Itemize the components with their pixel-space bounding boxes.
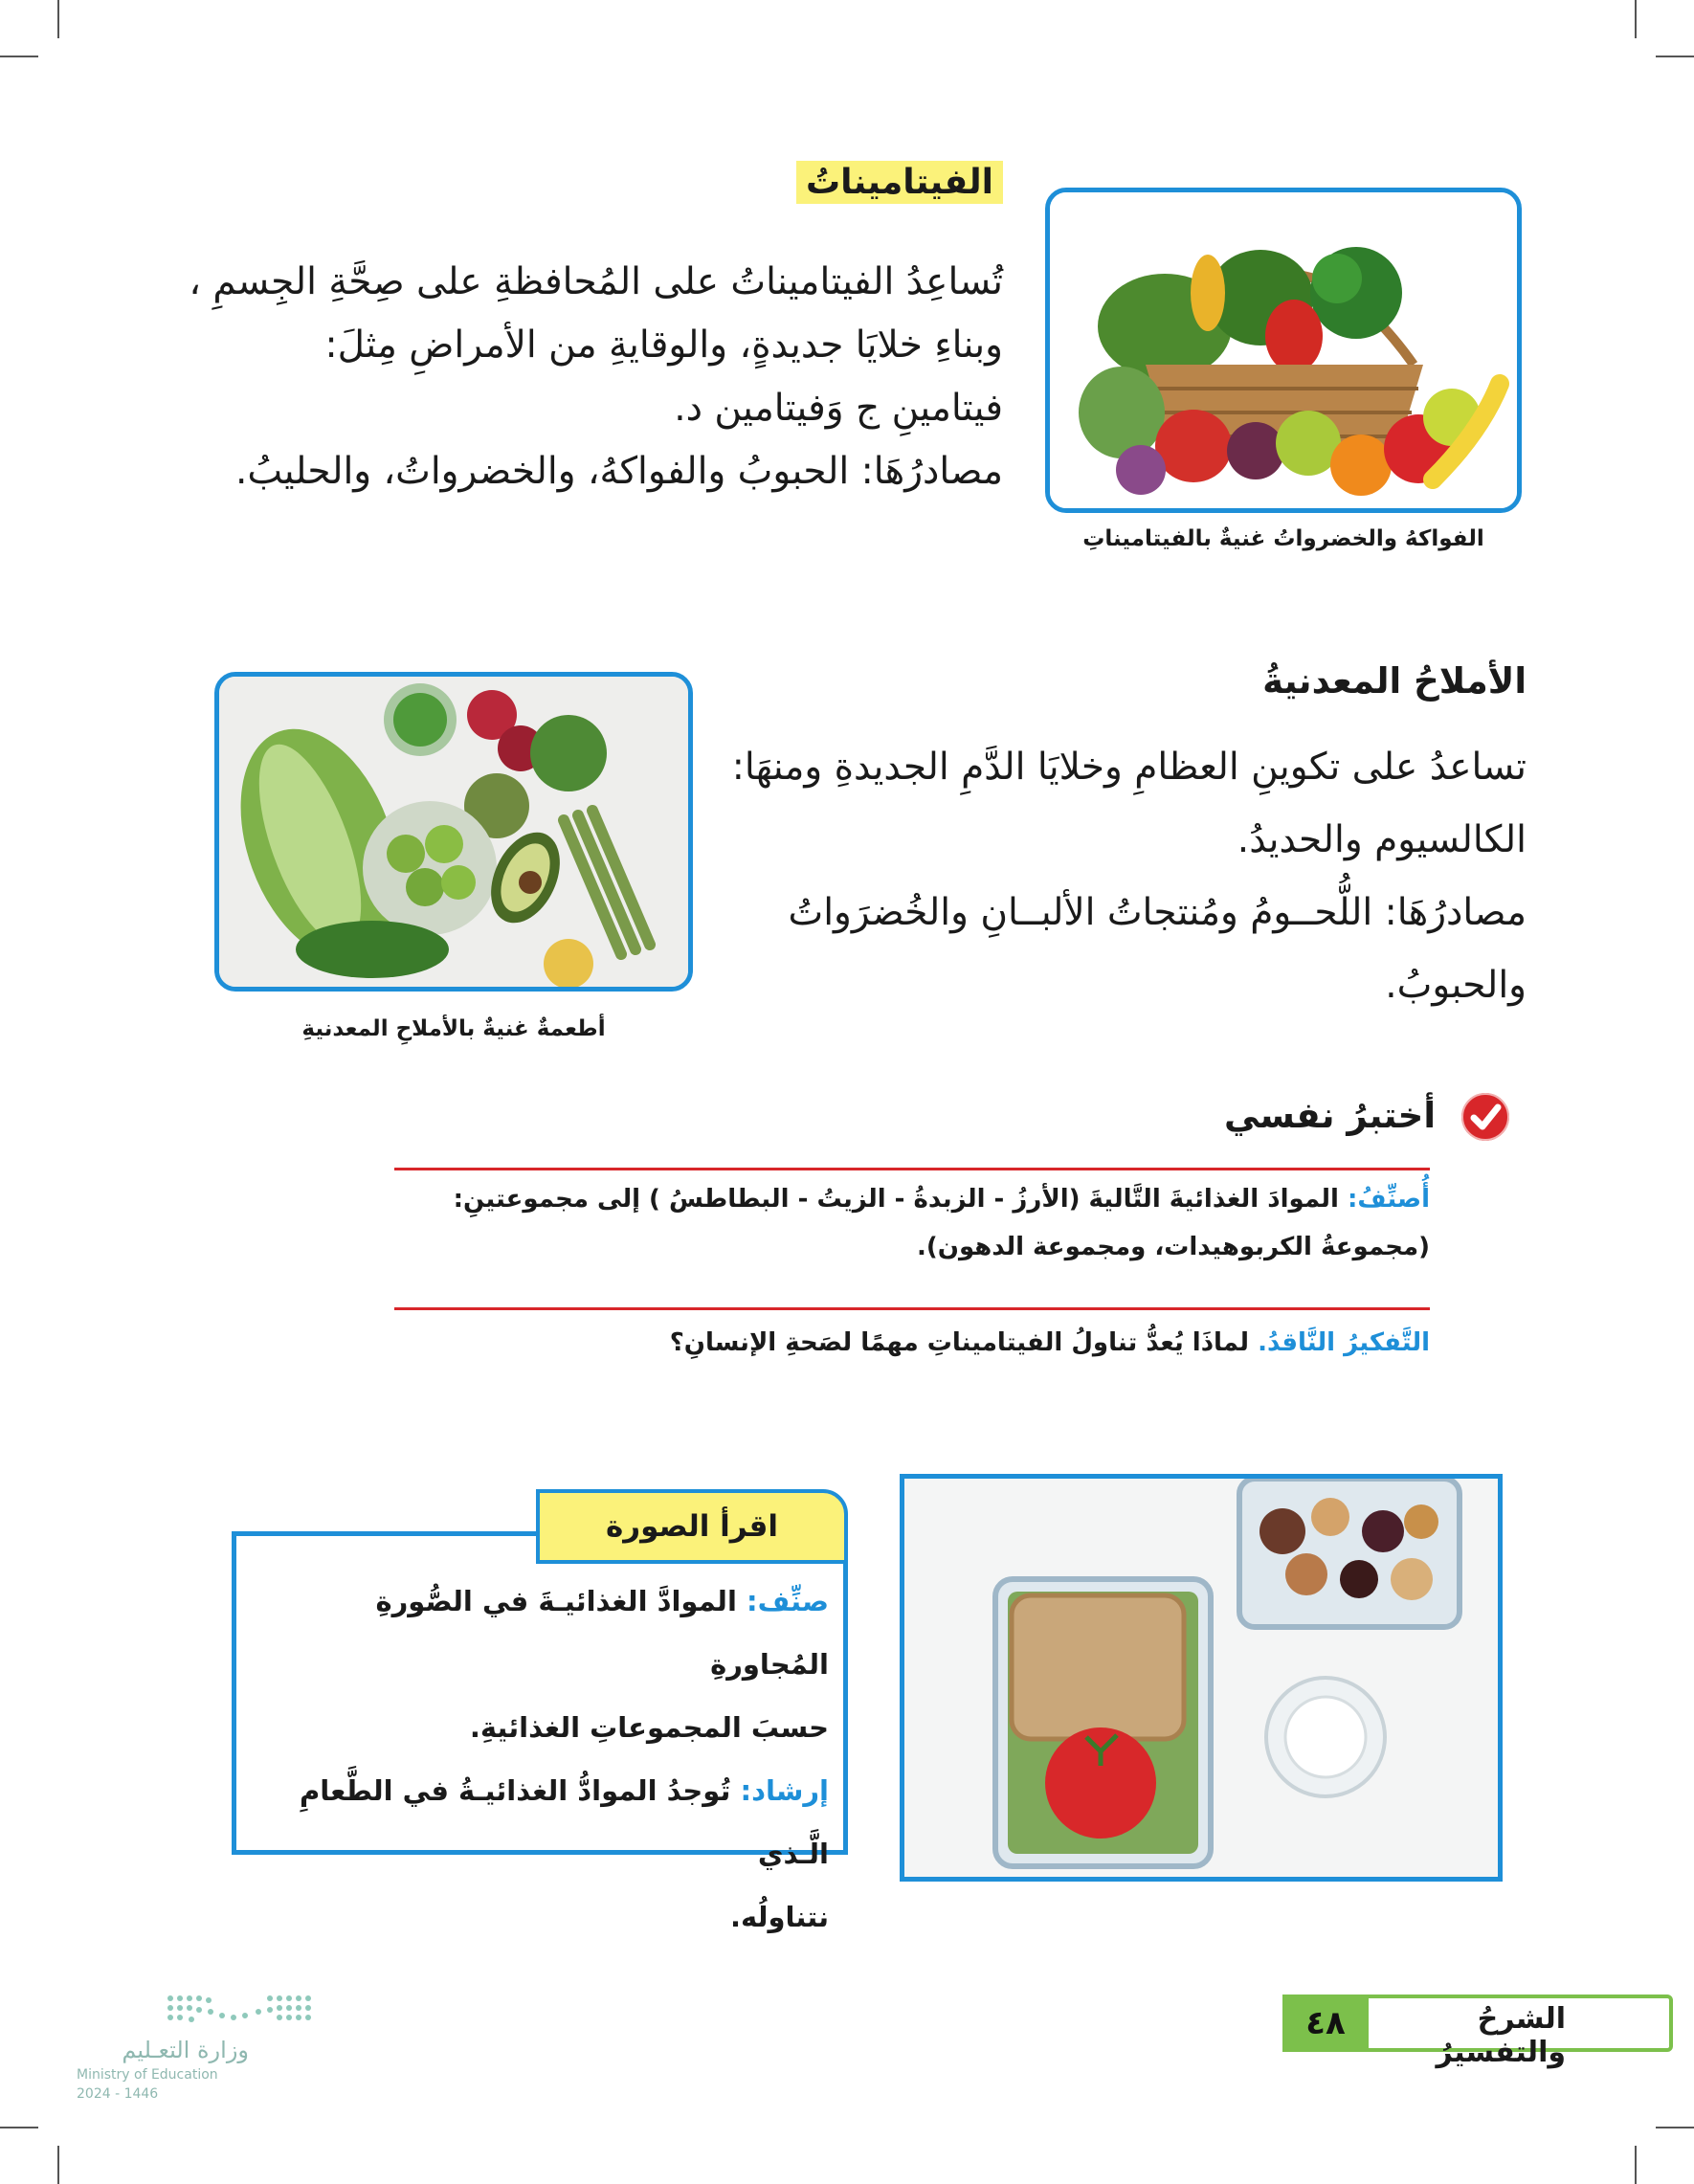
vitamins-caption: الفواكهُ والخضرواتُ غنيةٌ بالفيتاميناتِ [1082, 526, 1484, 551]
vitamins-line-3: فيتامينِ ج وَفيتامين د. [674, 387, 1003, 430]
ministry-name-en: Ministry of Education [77, 2067, 218, 2083]
classify-hint-text-2: حسبَ المجموعاتِ الغذائيةِ. [469, 1711, 829, 1744]
crop-mark [57, 0, 59, 38]
critical-thinking-question: لماذَا يُعدُّ تناولُ الفيتاميناتِ مهمًا لصَحةِ الإنسانِ؟ [669, 1328, 1249, 1357]
ministry-year: 2024 - 1446 [77, 2086, 159, 2102]
classify-question: الموادَ الغذائيةَ التَّاليةَ (الأرزُ - الزبدةُ - الزيتُ - البطاطسُ ) إلى مجموعتينِ: [453, 1185, 1339, 1214]
divider [394, 1307, 1430, 1310]
lunchbox-photo [900, 1474, 1503, 1882]
question-critical-thinking [394, 1319, 1430, 1367]
minerals-line-3: مصادرُهَا: اللُّحــومُ ومُنتجاتُ الألبــانِ والخُضرَواتُ [788, 891, 1527, 934]
ministry-name-ar: وزارة التعـليم [122, 2037, 249, 2063]
vitamins-line-1: تُساعِدُ الفيتاميناتُ على المُحافظةِ على صِحَّةِ الجِسمِ ، [189, 260, 1003, 303]
crop-mark [1656, 2127, 1694, 2128]
vitamins-heading: الفيتاميناتُ [796, 163, 1003, 202]
section-label: الشرحُ والتفسيرُ [1436, 2002, 1566, 2069]
vitamins-line-4: مصادرُهَا: الحبوبُ والفواكهُ، والخضرواتُ، والحليبُ. [235, 450, 1003, 493]
minerals-line-2: الكالسيوم والحديدُ. [1237, 818, 1527, 861]
test-yourself-title: أختبرُ نفسي [1223, 1095, 1436, 1136]
guidance-keyword: إرشاد: [740, 1774, 829, 1807]
lunchbox-illustration [904, 1479, 1498, 1877]
ministry-logo-icon [163, 1991, 316, 2029]
check-icon [1461, 1093, 1509, 1141]
read-picture-text [251, 1570, 829, 1949]
guidance-text: تُوجدُ الموادُّ الغذائيـةُ في الطَّعامِ الَّـذي [299, 1774, 829, 1870]
classify-question-line2: (مجموعةُ الكربوهيدات، ومجموعة الدهون). [917, 1233, 1430, 1261]
divider [394, 1168, 1430, 1170]
guidance-text-2: نتناولُه. [730, 1901, 829, 1933]
minerals-text [703, 731, 1527, 1022]
minerals-foods-illustration [219, 677, 688, 987]
minerals-line-1: تساعدُ على تكوينِ العظامِ وخلايَا الدَّمِ الجديدةِ ومنهَا: [731, 746, 1527, 789]
fruit-basket-photo [1045, 188, 1522, 513]
question-classify [394, 1175, 1430, 1271]
vitamins-line-2: وبناءِ خلايَا جديدةٍ، والوقايةِ من الأمراضِ مِثلَ: [324, 323, 1003, 367]
crop-mark [57, 2146, 59, 2184]
crop-mark [0, 56, 38, 57]
minerals-line-4: والحبوبُ. [1385, 964, 1527, 1007]
classify-keyword: أُصنِّفُ: [1347, 1185, 1430, 1214]
minerals-heading: الأملاحُ المعدنيةُ [1262, 660, 1527, 702]
fruit-basket-illustration [1050, 192, 1517, 508]
vitamins-text [161, 251, 1003, 503]
crop-mark [1635, 0, 1637, 38]
page-number: ٤٨ [1282, 1995, 1369, 2052]
minerals-caption: أطعمةٌ غنيةٌ بالأملاحِ المعدنيةِ [301, 1016, 606, 1041]
critical-thinking-keyword: التَّفكيرُ النَّاقدُ. [1258, 1328, 1430, 1357]
minerals-foods-photo [214, 672, 693, 992]
crop-mark [1635, 2146, 1637, 2184]
crop-mark [0, 2127, 38, 2128]
crop-mark [1656, 56, 1694, 57]
classify-hint-text: الموادَّ الغذائيـةَ في الصُّورةِ المُجاورةِ [375, 1585, 829, 1681]
read-picture-tab: اقرأ الصورة [536, 1489, 848, 1564]
classify-hint-keyword: صنِّف: [747, 1585, 829, 1617]
